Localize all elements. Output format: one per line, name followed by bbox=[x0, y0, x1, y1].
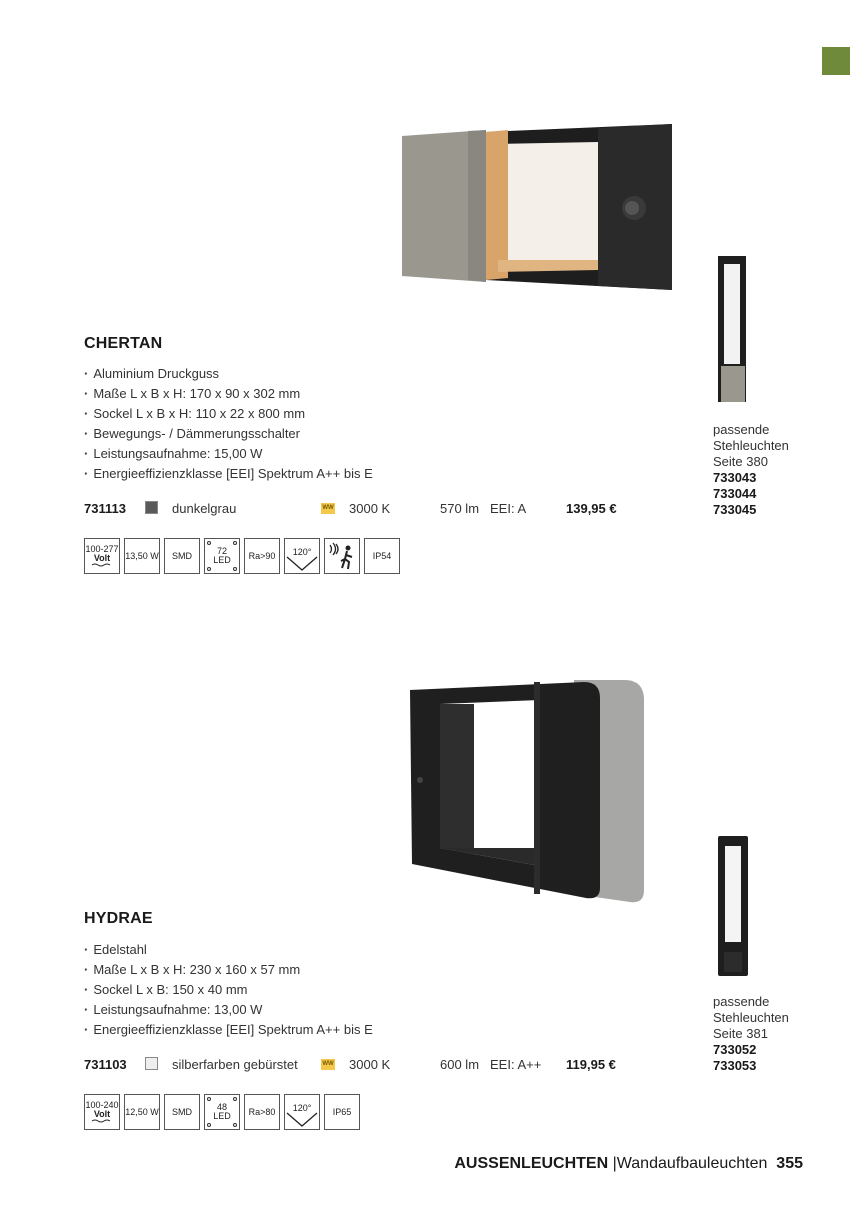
feature-icons bbox=[84, 1094, 360, 1130]
footer-subcategory: Wandaufbauleuchten bbox=[616, 1155, 768, 1172]
matching-subheading: Stehleuchten bbox=[713, 1010, 789, 1025]
spec-item: · Sockel L x B x H: 110 x 22 x 800 mm bbox=[84, 404, 373, 424]
luminous-flux: 570 lm bbox=[440, 501, 480, 516]
energy-class: EEI: A bbox=[490, 501, 527, 516]
wattage-value: 13,50 W bbox=[125, 550, 159, 561]
hydrae-floor-lamp-image bbox=[716, 834, 752, 978]
wave-icon bbox=[91, 563, 113, 567]
page-reference: Seite 381 bbox=[713, 1026, 768, 1041]
ip-value: IP65 bbox=[332, 1106, 352, 1117]
matching-heading: passende bbox=[713, 422, 770, 437]
color-name: silberfarben gebürstet bbox=[172, 1057, 298, 1072]
matching-code: 733045 bbox=[713, 502, 757, 517]
color-name: dunkelgrau bbox=[172, 501, 237, 516]
spec-item: · Maße L x B x H: 170 x 90 x 302 mm bbox=[84, 384, 373, 404]
footer-separator: | bbox=[612, 1155, 617, 1172]
ip-value: IP54 bbox=[372, 550, 392, 561]
led-count: 72 bbox=[216, 546, 227, 556]
section-tab bbox=[822, 47, 850, 75]
article-number: 731113 bbox=[84, 501, 126, 516]
ip-rating-icon bbox=[364, 538, 400, 574]
spec-item: · Bewegungs- / Dämmerungsschalter bbox=[84, 424, 373, 444]
warm-white-badge: WW bbox=[321, 503, 335, 514]
wattage-icon bbox=[124, 1094, 160, 1130]
wattage-value: 12,50 W bbox=[125, 1106, 159, 1117]
motion-sensor-icon bbox=[324, 538, 360, 574]
wave-icon bbox=[91, 1119, 113, 1123]
led-label: LED bbox=[213, 1111, 231, 1121]
smd-label: SMD bbox=[172, 550, 192, 561]
chertan-floor-lamp-image bbox=[716, 254, 750, 404]
smd-icon bbox=[164, 538, 200, 574]
voltage-icon bbox=[84, 1094, 120, 1130]
led-count-icon bbox=[204, 1094, 240, 1130]
led-count: 48 bbox=[216, 1102, 227, 1112]
matching-code: 733043 bbox=[713, 470, 757, 485]
smd-icon bbox=[164, 1094, 200, 1130]
color-swatch bbox=[145, 1057, 158, 1070]
matching-products bbox=[713, 994, 789, 1074]
ra-value: Ra>90 bbox=[248, 550, 276, 561]
angle-icon bbox=[285, 1111, 319, 1129]
spec-item: · Energieeffizienzklasse [EEI] Spektrum A++ bis E bbox=[84, 464, 373, 484]
spec-item: · Leistungsaufnahme: 13,00 W bbox=[84, 1000, 373, 1020]
spec-item: · Edelstahl bbox=[84, 940, 373, 960]
color-rendering-icon bbox=[244, 1094, 280, 1130]
price: 119,95 € bbox=[566, 1057, 616, 1072]
product-title: CHERTAN bbox=[84, 335, 163, 352]
spec-list bbox=[84, 364, 373, 484]
spec-item: · Aluminium Druckguss bbox=[84, 364, 373, 384]
color-rendering-icon bbox=[244, 538, 280, 574]
luminous-flux: 600 lm bbox=[440, 1057, 480, 1072]
spec-item: · Leistungsaufnahme: 15,00 W bbox=[84, 444, 373, 464]
spec-item: · Energieeffizienzklasse [EEI] Spektrum A++ bis E bbox=[84, 1020, 373, 1040]
ip-rating-icon bbox=[324, 1094, 360, 1130]
page-reference: Seite 380 bbox=[713, 454, 768, 469]
voltage-unit: Volt bbox=[93, 1109, 111, 1119]
voltage-range: 100-277 bbox=[85, 544, 119, 554]
motion-sensor-icon-graphic bbox=[327, 541, 357, 571]
led-count-icon bbox=[204, 538, 240, 574]
price: 139,95 € bbox=[566, 501, 617, 516]
beam-angle: 120° bbox=[292, 547, 312, 557]
footer-category: AUSSENLEUCHTEN bbox=[454, 1155, 609, 1172]
smd-label: SMD bbox=[172, 1106, 192, 1117]
matching-code: 733053 bbox=[713, 1058, 757, 1073]
spec-list bbox=[84, 940, 373, 1040]
product-title: HYDRAE bbox=[84, 910, 153, 927]
color-temperature: 3000 K bbox=[349, 1057, 391, 1072]
matching-products bbox=[713, 422, 789, 518]
led-label: LED bbox=[213, 555, 231, 565]
spec-item: · Maße L x B x H: 230 x 160 x 57 mm bbox=[84, 960, 373, 980]
ra-value: Ra>80 bbox=[248, 1106, 276, 1117]
warm-white-badge: WW bbox=[321, 1059, 335, 1070]
page-footer bbox=[454, 1155, 803, 1173]
beam-angle-icon bbox=[284, 538, 320, 574]
matching-heading: passende bbox=[713, 994, 770, 1009]
chertan-wall-lamp-image bbox=[398, 120, 678, 300]
color-swatch bbox=[145, 501, 158, 514]
beam-angle: 120° bbox=[292, 1103, 312, 1113]
matching-code: 733044 bbox=[713, 486, 757, 501]
angle-icon bbox=[285, 555, 319, 573]
voltage-range: 100-240 bbox=[85, 1100, 119, 1110]
feature-icons bbox=[84, 538, 400, 574]
energy-class: EEI: A++ bbox=[490, 1057, 542, 1072]
voltage-icon bbox=[84, 538, 120, 574]
spec-item: · Sockel L x B: 150 x 40 mm bbox=[84, 980, 373, 1000]
article-number: 731103 bbox=[84, 1057, 127, 1072]
matching-subheading: Stehleuchten bbox=[713, 438, 789, 453]
matching-code: 733052 bbox=[713, 1042, 757, 1057]
color-temperature: 3000 K bbox=[349, 501, 391, 516]
hydrae-wall-lamp-image bbox=[404, 676, 650, 908]
wattage-icon bbox=[124, 538, 160, 574]
voltage-unit: Volt bbox=[93, 553, 111, 563]
page-number: 355 bbox=[776, 1155, 803, 1172]
beam-angle-icon bbox=[284, 1094, 320, 1130]
